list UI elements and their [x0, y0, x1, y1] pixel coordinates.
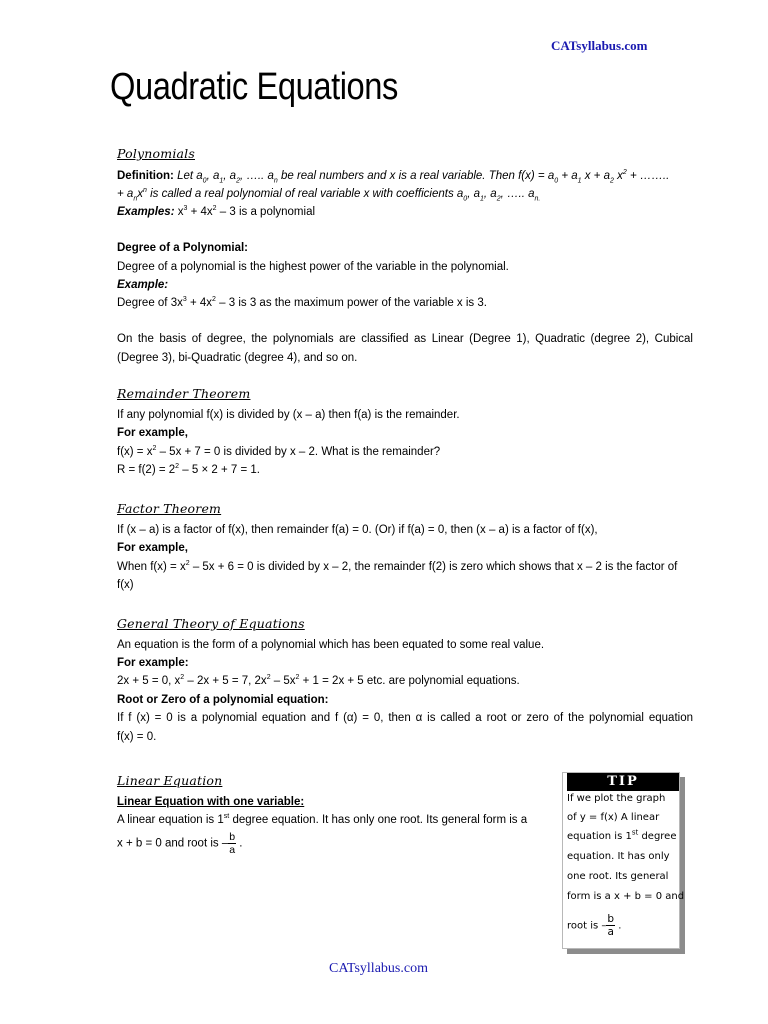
general-line-1: An equation is the form of a polynomial which has been equated to some real value. — [117, 639, 545, 651]
remainder-line-3: $f(x) = x^2 - 5x + 7 = 0$ is divided by x – 2. What is the remainder? — [117, 445, 441, 458]
definition-line-1: Definition: Let $a_0$, $a_1$, $a_2$, ….. $a_n$ be real numbers and x is a real variable. Then $f(x) = a_0 + a_1$ $x + a_2$ $x^2$ + …….. — [117, 169, 670, 185]
factor-line-3: When $f(x) = x^2 - 5x + 6 = 0$ is divided by x – 2, the remainder f(2) is zero which shows that x – 2 is the factor of — [117, 560, 678, 573]
section-heading-general: General Theory of Equations — [117, 616, 305, 631]
section-heading-polynomials: Polynomials — [117, 146, 195, 161]
remainder-line-1: If any polynomial f(x) is divided by (x – a) then f(a) is the remainder. — [117, 409, 460, 421]
root-heading: Root or Zero of a polynomial equation: — [117, 694, 329, 706]
root-line-1: If f (x) = 0 is a polynomial equation and f (α) = 0, then α is called a root or zero of the polynomial equation — [117, 712, 693, 724]
tip-line-5: one root. Its general — [567, 871, 669, 882]
degree-heading: Degree of a Polynomial: — [117, 242, 249, 254]
examples-line: Examples: $x^3 + 4x^2 - 3$ is a polynomial — [117, 205, 316, 218]
page-title: Quadratic Equations — [110, 66, 398, 108]
section-heading-factor: Factor Theorem — [117, 501, 222, 516]
tip-root-fraction: $\frac{b}{a}$ — [607, 913, 615, 938]
definition-label: Definition: — [117, 170, 174, 182]
definition-line-2: + $a_nx^n$ is called a real polynomial of real variable x with coefficients $a_0$, $a_1$, $a_2$, ….. $a_{n.}$ — [117, 187, 541, 203]
factor-for-example: For example, — [117, 542, 188, 554]
section-heading-remainder: Remainder Theorem — [117, 386, 251, 401]
remainder-line-4: $R = f(2) = 2^2 - 5 \times 2 + 7 = 1$. — [117, 463, 260, 476]
root-fraction: $\frac{b}{a}$ — [229, 831, 236, 856]
factor-line-1: If (x – a) is a factor of f(x), then remainder f(a) = 0. (Or) if f(a) = 0, then (x – a) is a factor of f(x), — [117, 524, 598, 536]
footer-site-link[interactable]: CATsyllabus.com — [329, 961, 428, 976]
tip-title: TIP — [567, 773, 679, 791]
linear-line-1: A linear equation is 1st degree equation. It has only one root. Its general form is a — [117, 813, 528, 826]
tip-line-2: of y = f(x) A linear — [567, 812, 660, 823]
tip-line-4: equation. It has only — [567, 851, 670, 862]
tip-line-3: equation is 1st degree — [567, 828, 677, 842]
tip-line-1: If we plot the graph — [567, 793, 666, 804]
linear-subheading: Linear Equation with one variable: — [117, 796, 305, 808]
degree-classify-line-2: (Degree 3), bi-Quadratic (degree 4), and so on. — [117, 352, 358, 364]
tip-line-7: root is – $\frac{b}{a}$ . — [567, 913, 622, 938]
section-heading-linear: Linear Equation — [117, 773, 223, 788]
linear-line-2: x + b = 0 and root is – $\frac{b}{a}$ . — [117, 831, 243, 856]
degree-example-line: Degree of $3x^3 + 4x^2 - 3$ is 3 as the maximum power of the variable x is 3. — [117, 296, 487, 309]
factor-line-4: f(x) — [117, 579, 134, 591]
header-site-link[interactable]: CATsyllabus.com — [551, 38, 648, 53]
general-for-example: For example: — [117, 657, 189, 669]
tip-line-6: form is a x + b = 0 and — [567, 891, 685, 902]
degree-example-label: Example: — [117, 279, 169, 291]
remainder-for-example: For example, — [117, 427, 188, 439]
degree-line-1: Degree of a polynomial is the highest power of the variable in the polynomial. — [117, 261, 509, 273]
general-line-3: 2x + 5 = 0, $x^2 - 2x + 5 = 7$, $2x^2 - 5x^2 + 1 = 2x + 5$ etc. are polynomial equations. — [117, 674, 520, 687]
root-line-2: f(x) = 0. — [117, 731, 157, 743]
degree-classify-line-1: On the basis of degree, the polynomials are classified as Linear (Degree 1), Quadratic (degree 2), Cubical — [117, 333, 693, 345]
tip-box — [562, 772, 685, 949]
